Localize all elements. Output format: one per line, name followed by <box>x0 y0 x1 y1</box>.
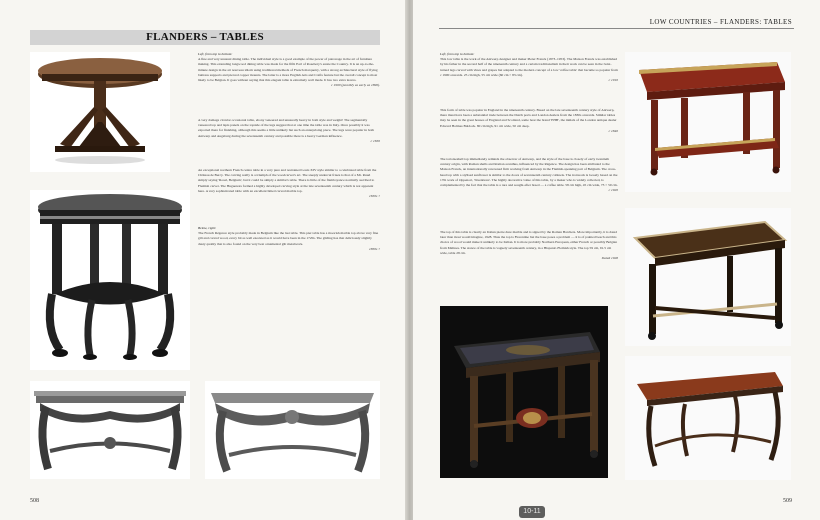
photo-circular-table <box>30 190 190 370</box>
circular-table-illustration <box>30 190 190 370</box>
caption-date: c 1900 (possibly as early as 1890). <box>331 83 380 88</box>
pietre-dure-table-illustration <box>440 306 608 478</box>
page-number-right: 509 <box>783 498 792 504</box>
caption-pietre-dure-table <box>440 230 618 261</box>
photo-pietre-dure-table <box>440 306 608 478</box>
pier-table-illustration <box>205 381 380 479</box>
page-number-left: 508 <box>30 498 39 504</box>
photo-marquetry-table <box>625 208 791 346</box>
dining-table-illustration <box>30 52 170 172</box>
caption-lead: Left, from top to bottom: <box>440 52 475 56</box>
right-page <box>413 0 820 520</box>
caption-date: 1650s ? <box>369 194 380 199</box>
caption-date: c 1910 <box>608 78 618 83</box>
caption-text: The tortoiseshell top immediately reminds the observer of Antwerp, and the style of the base is closely of early twentieth century origin, with Roman shells and Roman acanthus, influenced by the Régence. The design has been attributed to the Maison Franck, an internationally renowned firm working from Antwerp in the Flemish-speaking part of Belgium. The cross-head top with a stylised sunflower is similar to the doors of seventeenth century cabinets. The ironwork is loosely based on the 17th work of Oppenort, 'Inventions'. The highly decorative value of this table, by a maker who is widely collected, is complemented by the fact that the table is a rare and sought-after breed — a coffee table. 58 cm high, 45 cm wide, 73 × 50 cm. <box>440 157 618 188</box>
caption-text: This low table is the work of the Antwerp designer and maker Pieter Franck (1873–1953). The Maison Franck was established by his father in the second half of the nineteenth century and a certain traditionalism in their work can be seen in the twist-turned legs carved with vines and grapes but adapted to the modern concept of a low 'coffee table' that became so popular from c 1900 onwards. 25 cm high, 55 cm wide (60 cm × 83 cm). <box>440 57 618 77</box>
photo-red-low-table <box>625 52 791 192</box>
marquetry-table-illustration <box>625 208 791 346</box>
caption-date: c 1650 <box>370 138 380 143</box>
caption-tortoiseshell-table <box>440 157 618 193</box>
caption-date: 1850s ? <box>369 246 380 251</box>
caption-form-table <box>440 108 618 134</box>
caption-date: c 1920 <box>608 188 618 193</box>
caption-date: c 1840 <box>608 128 618 133</box>
caption-dining-table <box>198 52 380 88</box>
photo-dining-table <box>30 52 170 172</box>
header-rule <box>439 28 794 29</box>
caption-centre-table <box>198 168 380 199</box>
caption-text: An exceptional northern French centre table in a very pure and restrained Louis XIV style similar to a celebrated table from the Château de Bercy. The carving really is a triumph of the woodcarver's art. The steeply undercut frieze is that of a Mr. Ruud simply saying 'Rosal, Belgium', but it could be simply a similar's table. There is little of the flamboyance normally ascribed to Flemish carver. The Huguenots formed a highly developed carving style at the late seventeenth century which is not apparent here. A very sophisticated table with an excellent limed carved marble top. <box>198 168 377 193</box>
red-low-table-illustration <box>625 52 791 192</box>
caption-text: The top of this table is clearly an Italian pietre dure marble and is signed by the Roman Barchers. More importantly, it is dated later than most would imagine, 1928. Thus the top is Florentine but the base poses a problem — it is of painted beech and this choice of wood would make it unlikely to be Italian. It is more probably Northern European, either French or possibly Belgian from Malines. The stance of the table is vaguely seventeenth century, in a Hispanic-Flemish style. The top 59 cm, 91.5 cm wide, table 28 cm. <box>440 230 618 255</box>
caption-text: A fine and very unusual dining table. The individual style is a good example of the power of patronage in the art of furniture making. This extending longwood dining table was made for the fifth Earl of Rosebery's estate the Country. It is an up-to-the-minute design in the art nouveau idiom using traditional methods of French marquetry, with a strong architectural style of flying buttress supports and pierced copper mounts. The latter is a more English Arts and Crafts feature but the overall concept is most likely to be Belgian. It goes without saying that this elegant table is extremely well made. It has two extra leaves. <box>198 57 378 83</box>
running-head: LOW COUNTRIES – FLANDERS: TABLES <box>649 18 792 26</box>
photo-lacquer-table <box>625 356 791 480</box>
caption-pier-table <box>198 226 380 252</box>
left-page <box>0 0 407 520</box>
caption-date: Dated 1928 <box>601 256 618 261</box>
page-counter-badge[interactable]: 10-11 <box>519 506 545 518</box>
lacquer-table-illustration <box>625 356 791 480</box>
photo-carved-table <box>30 381 190 479</box>
section-title: FLANDERS – TABLES <box>30 30 380 45</box>
caption-lead: Left, from top to bottom: <box>198 52 233 56</box>
caption-occasional-table <box>198 118 380 144</box>
caption-text: The French Régence style probably made in Belgium like the last table. This pier table has a moorish marble top above very fine gilt and carved wood, every bit as well executed as it would have been in the 1720s. The gilding has that deliciously slightly dusty quality that is also found on the very best ornamental gilt metalwork. <box>198 231 379 246</box>
caption-text: A very damage circular occasional table, ebony veneered and unusually heavy in both style and weight! The segmentally veneered top and lapis panels on the topside of the legs suggest that at one time the table was in Italy. Once possibly it was exported there for finishing, although this seems a little unlikely but such an enterprising piece. The legs were popular in both Antwerp and Augsburg during the seventeenth century and possible there is a heavy German influence. <box>198 118 375 138</box>
caption-text: This form of table was popular in England in the nineteenth century. Based on the late seventeenth century style of Antwerp, there must have been a substantial trade between the Dutch ports and London dealers from the 1830s onwards. Similar tables may be seen in the great houses of England and Scotland, some bear the brand 'EHB', the initials of the London antique dealer Edward Holmes Baldock. 80 cm high, 91 cm wide, 50 cm deep. <box>440 108 617 128</box>
caption-low-table <box>440 52 618 83</box>
caption-lead: Below, right: <box>198 226 217 230</box>
carved-table-illustration <box>30 381 190 479</box>
photo-pier-table <box>205 381 380 479</box>
